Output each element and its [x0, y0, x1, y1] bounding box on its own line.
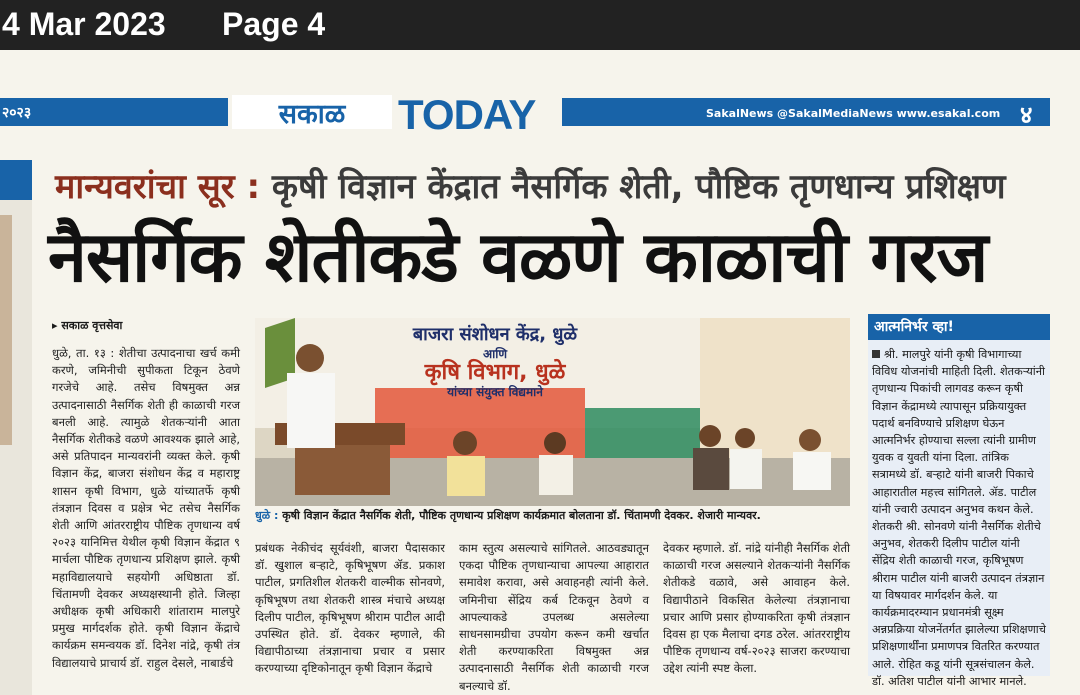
edition-date: 4 Mar 2023: [2, 6, 166, 42]
masthead-band-left: [0, 98, 228, 126]
article-byline: ▸ सकाळ वृत्तसेवा: [52, 319, 123, 332]
adjacent-column-fragment: [0, 160, 32, 695]
article-photo: [255, 318, 850, 506]
article-column-1: धुळे, ता. १३ : शेतीचा उत्पादनाचा खर्च कमी करणे, जमिनीची सुपीकता टिकून ठेवणे गरजेचे आहे. तसेच विषमुक्त अन्न उत्पादनासाठी नैसर्गिक शेती ही काळाची गरज बनली आहे. त्यामुळे शेतकऱ्यांनी आता नैसर्गिक शेतीकडे वळणे आवश्यक झाले आहे, असे प्रतिपादन मान्यवरांनी व्यक्त केले. कृषी विज्ञान केंद्र, बाजरा संशोधन केंद्र व महाराष्ट्र शासन कृषी विभाग, धुळे यांच्यातर्फे कृषी तंत्रज्ञान दिवस व प्रक्षेत्र भेट तसेच नैसर्गिक शेती आणि आंतरराष्ट्रीय पौष्टिक तृणधान्य वर्ष २०२३ यानिमित्त येथील कृषी विज्ञान केंद्रात ९ मार्चला पौष्टिक तृणधान्य प्रशिक्षण झाले. कृषी महाविद्यालयाचे सहयोगी अधिष्ठाता डॉ. चिंतामणी देवकर अध्यक्षस्थानी होते. जिल्हा अधीक्षक कृषी अधिकारी शांताराम मालपुरे प्रमुख मार्गदर्शक होते. कृषी विज्ञान केंद्राचे कार्यक्रम समन्वयक डॉ. दिनेश नांद्रे, कृषी तंत्र विद्यालयाचे प्राचार्य डॉ. राहुल देसले, नाबार्डचे: [52, 346, 240, 670]
photo-banner-line-3: कृषि विभाग, धुळे: [424, 360, 566, 385]
photo-banner-line-1: बाजरा संशोधन केंद्र, धुळे: [412, 324, 578, 345]
kicker-text: कृषी विज्ञान केंद्रात नैसर्गिक शेती, पौष्टिक तृणधान्य प्रशिक्षण: [271, 167, 1006, 207]
adjacent-column-photo: [0, 215, 12, 445]
masthead-page-number: ४: [1020, 101, 1033, 129]
photo-banner-line-2: आणि: [482, 347, 508, 361]
bullet-icon: [872, 350, 880, 358]
caption-lead: धुळे :: [255, 509, 279, 522]
sidebar-box: [868, 314, 1050, 688]
sidebar-text: श्री. मालपुरे यांनी कृषी विभागाच्या विविध योजनांची माहिती दिली. शेतकऱ्यांनी तृणधान्य पिकांची लागवड करून कृषी विज्ञान केंद्रामध्ये त्यापासून प्रक्रियायुक्त पदार्थ बनविण्याचे प्रशिक्षण घेऊन आत्मनिर्भर होण्याचा सल्ला त्यांनी ग्रामीण युवक व युवती यांना दिला. तांत्रिक सत्रामध्ये डॉ. बऱ्हाटे यांनी बाजरी पिकाचे आहारातील महत्त्व सांगितले. ॲड. पाटील यांनी ज्वारी उत्पादन अनुभव कथन केले. शेतकरी श्री. सोनवणे यांनी नैसर्गिक शेतीचे अनुभव, शेतकरी दिलीप पाटील यांनी सेंद्रिय शेती काळाची गरज, कृषिभूषण श्रीराम पाटील यांनी बाजरी उत्पादन तंत्रज्ञान या विषयावर मार्गदर्शन केले. या कार्यक्रमादरम्यान प्रधानमंत्री सूक्ष्म अन्नप्रक्रिया योजनेंतर्गत झालेल्या प्रशिक्षणाचे प्रशिक्षणार्थींना प्रमाणपत्र वितरित करण्यात आले. रोहित कडू यांनी सूत्रसंचालन केले. डॉ. अतिश पाटील यांनी आभार मानले.: [872, 348, 1046, 688]
sidebar-title: आत्मनिर्भर व्हा!: [868, 314, 1050, 340]
masthead: [0, 91, 1080, 138]
kicker-label: मान्यवरांचा सूर :: [55, 167, 261, 207]
article-column-4: देवकर म्हणाले. डॉ. नांद्रे यांनीही नैसर्गिक शेती काळाची गरज असल्याने शेतकऱ्यांनी नैसर्गिक शेतीकडे वळावे, असे आवाहन केले. विद्यापीठाने विकसित केलेल्या तंत्रज्ञानाचा प्रचार आणि प्रसार होण्याकरिता कृषी तंत्रज्ञान दिवस हा एक मैलाचा दगड ठरेल. आंतरराष्ट्रीय पौष्टिक तृणधान्य वर्ष-२०२३ साजरा करण्याचा उद्देश त्यांनी स्पष्ट केला.: [663, 541, 850, 676]
caption-text: कृषी विज्ञान केंद्रात नैसर्गिक शेती, पौष्टिक तृणधान्य प्रशिक्षण कार्यक्रमात बोलताना डॉ. चिंतामणी देवकर. शेजारी मान्यवर.: [282, 509, 761, 522]
brand-logo: सकाळ: [232, 95, 392, 129]
photo-banner-line-4: यांच्या संयुक्त विद्यमाने: [447, 385, 543, 399]
page-indicator[interactable]: Page 4: [222, 6, 326, 42]
photo-caption: [255, 508, 850, 523]
masthead-year: २०२३: [2, 105, 32, 121]
edition-name: TODAY: [398, 91, 536, 138]
article-column-2: प्रबंधक नेकीचंद सूर्यवंशी, बाजरा पैदासकार डॉ. खुशाल बऱ्हाटे, कृषिभूषण ॲड. प्रकाश पाटील, प्रगतिशील शेतकरी वाल्मीक सोनवणे, कृषिभूषण तथा शेतकरी शास्त्र मंचाचे अध्यक्ष दिलीप पाटील, कृषिभूषण श्रीराम पाटील आदी उपस्थित होते. डॉ. देवकर म्हणाले, की विद्यापीठाच्या तंत्रज्ञानाचा प्रचार व प्रसार करण्याच्या दृष्टिकोनातून कृषी विज्ञान केंद्राचे: [255, 541, 445, 676]
social-handles: SakalNews @SakalMediaNews www.esakal.com: [706, 107, 1001, 120]
article-kicker: [55, 162, 1006, 208]
article-headline: नैसर्गिक शेतीकडे वळणे काळाची गरज: [48, 216, 988, 298]
viewer-top-bar: [0, 0, 1080, 50]
adjacent-column-header: [0, 160, 32, 200]
article-column-3: काम स्तुत्य असल्याचे सांगितले. आठवड्यातून एकदा पौष्टिक तृणधान्याचा आपल्या आहारात समावेश करावा, असे अवाहनही त्यांनी केले. जमिनीचा सेंद्रिय कर्ब टिकवून ठेवणे व आपल्याकडे उपलब्ध असलेल्या साधनसामग्रीचा उपयोग करून कमी खर्चात शेती करण्याकरिता विषमुक्त अन्न उत्पादनासाठी नैसर्गिक शेती काळाची गरज बनल्याचे डॉ.: [459, 541, 649, 693]
